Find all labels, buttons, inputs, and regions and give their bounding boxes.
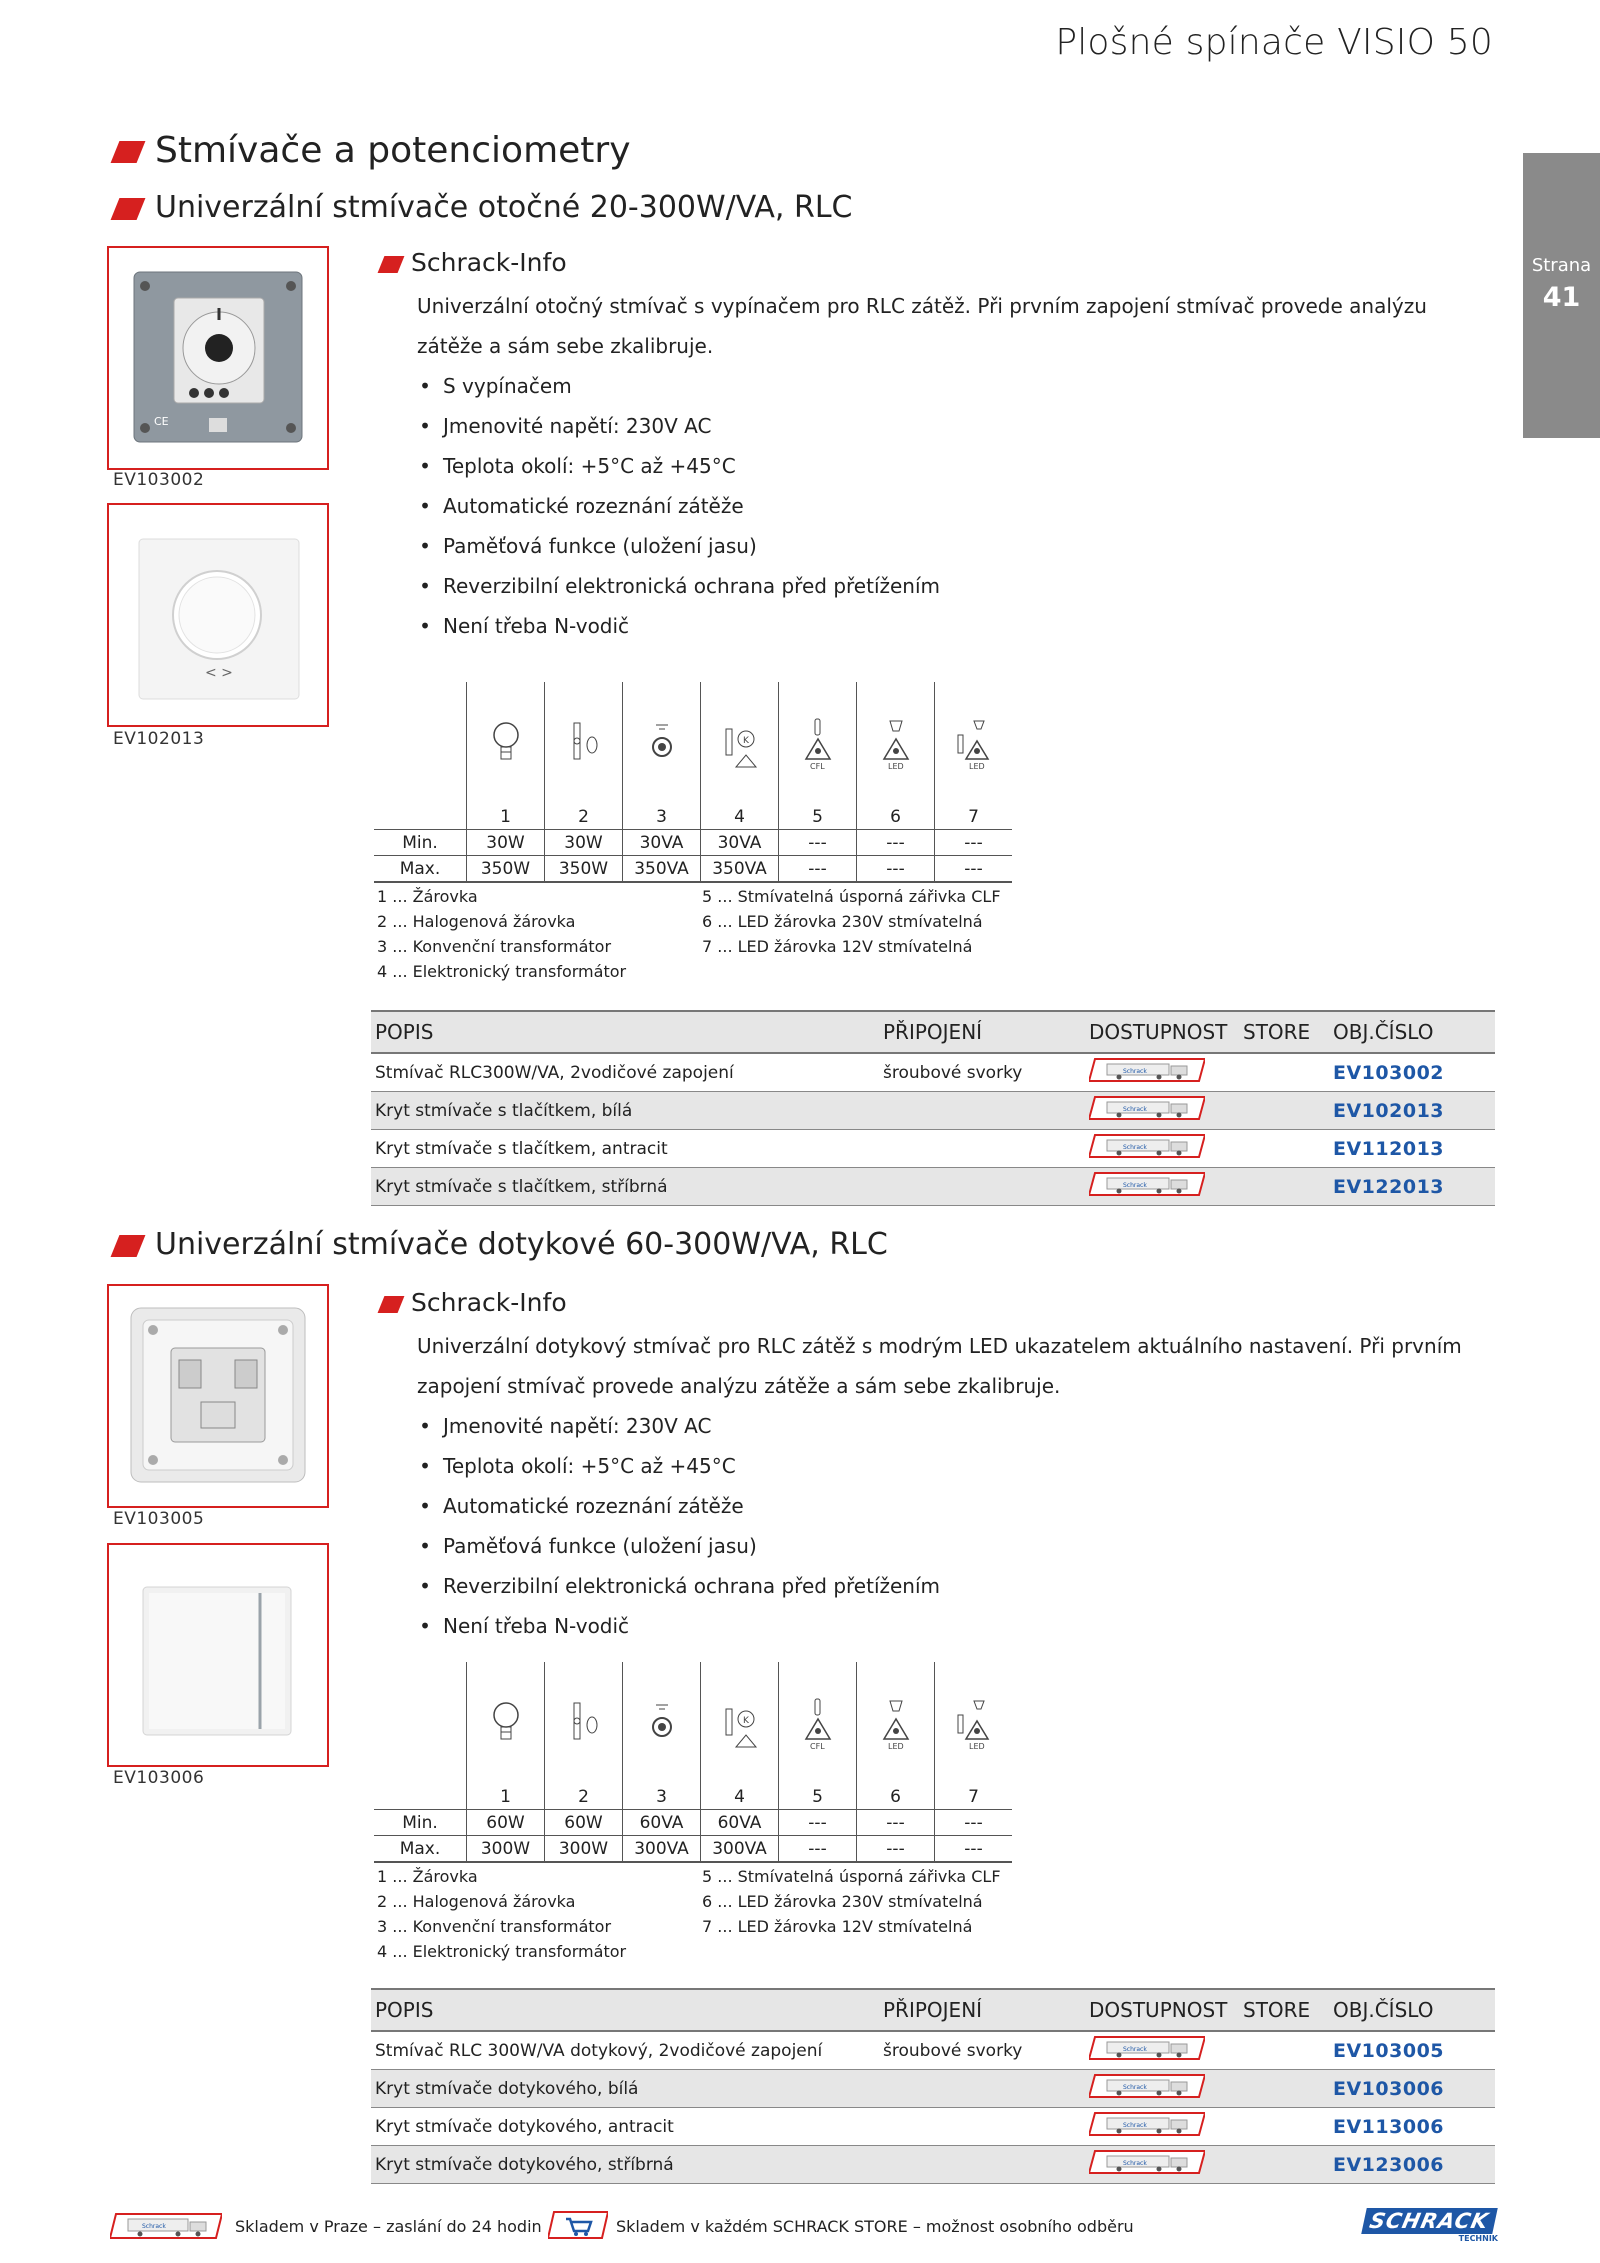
product-conn: šroubové svorky xyxy=(879,1053,1085,1092)
red-marker-icon xyxy=(378,256,405,273)
footer-truck-icon xyxy=(110,2212,222,2244)
availability-truck-icon xyxy=(1085,2146,1239,2184)
col-dostupnost: DOSTUPNOST xyxy=(1085,1011,1239,1053)
table-row xyxy=(371,2108,1495,2146)
product-conn xyxy=(879,1130,1085,1168)
svg-text:Schrack: Schrack xyxy=(1123,1068,1147,1075)
max-value: 350W xyxy=(545,856,623,883)
legend-item: 6 ... LED žárovka 230V stmívatelná xyxy=(702,1892,983,1911)
footer-store-text: Skladem v každém SCHRACK STORE – možnost osobního odběru xyxy=(616,2217,1134,2236)
feature-item: • Není třeba N-vodič xyxy=(407,1606,940,1646)
svg-text:Schrack: Schrack xyxy=(1123,1106,1147,1113)
min-value: --- xyxy=(935,830,1013,856)
red-marker-icon xyxy=(111,1235,146,1257)
col-obj: OBJ.ČÍSLO xyxy=(1329,1011,1495,1053)
led-230v-icon xyxy=(857,1662,935,1784)
product-image-frame xyxy=(107,1543,329,1767)
min-label: Min. xyxy=(374,1810,467,1836)
availability-truck-icon xyxy=(1085,1168,1239,1206)
legend-item: 4 ... Elektronický transformátor xyxy=(377,962,627,981)
max-value: --- xyxy=(779,856,857,883)
column-number: 6 xyxy=(857,804,935,830)
column-number: 4 xyxy=(701,804,779,830)
availability-truck-icon xyxy=(1085,1092,1239,1130)
feature-item: • Teplota okolí: +5°C až +45°C xyxy=(407,446,940,486)
product-description: Univerzální otočný stmívač s vypínačem pro RLC zátěž. Při prvním zapojení stmívač provede analýzu zátěže a sám sebe zkalibruje. xyxy=(417,294,1427,358)
red-marker-icon xyxy=(111,198,146,220)
product-store xyxy=(1239,2031,1329,2070)
column-number: 7 xyxy=(935,804,1013,830)
legend-item: 5 ... Stmívatelná úsporná zářivka CLF xyxy=(702,887,1001,906)
svg-text:< >: < > xyxy=(205,665,233,681)
logo-sub-text: TECHNIK xyxy=(1458,2234,1498,2243)
product-code[interactable]: EV103002 xyxy=(1329,1053,1495,1092)
product-image-code: EV103005 xyxy=(113,1509,205,1529)
legend-item: 1 ... Žárovka xyxy=(377,887,478,906)
product-desc: Kryt stmívače dotykového, stříbrná xyxy=(371,2146,879,2184)
feature-item: • Teplota okolí: +5°C až +45°C xyxy=(407,1446,940,1486)
svg-text:K: K xyxy=(742,1715,749,1726)
touch-dimmer-cover-image xyxy=(109,1545,327,1765)
max-value: --- xyxy=(779,1836,857,1863)
feature-list xyxy=(407,1406,940,1646)
legend-left xyxy=(377,1864,626,1964)
max-value: 350W xyxy=(467,856,545,883)
max-value: --- xyxy=(857,856,935,883)
product-image-code: EV103002 xyxy=(113,470,205,490)
bulb-icon xyxy=(467,1662,545,1784)
availability-truck-icon xyxy=(1085,1130,1239,1168)
rotary-dimmer-cover-image xyxy=(109,505,327,725)
info-title-text: Schrack-Info xyxy=(411,1288,567,1317)
product-store xyxy=(1239,1168,1329,1206)
svg-text:LED: LED xyxy=(968,1741,985,1751)
logo-text: SCHRACK xyxy=(1361,2208,1497,2234)
schrack-logo xyxy=(1364,2208,1504,2248)
block-title-text: Univerzální stmívače dotykové 60-300W/VA, RLC xyxy=(155,1227,888,1262)
column-number: 5 xyxy=(779,1784,857,1810)
footer-store-cart-icon xyxy=(548,2210,608,2244)
min-value: 60W xyxy=(467,1810,545,1836)
min-label: Min. xyxy=(374,830,467,856)
product-desc: Kryt stmívače s tlačítkem, bílá xyxy=(371,1092,879,1130)
product-image-code: EV102013 xyxy=(113,729,205,749)
feature-item: • Není třeba N-vodič xyxy=(407,606,940,646)
product-conn xyxy=(879,2070,1085,2108)
feature-list xyxy=(407,366,940,646)
touch-dimmer-insert-image xyxy=(109,1286,327,1506)
product-code[interactable]: EV102013 xyxy=(1329,1092,1495,1130)
max-value: 300VA xyxy=(701,1836,779,1863)
svg-text:Schrack: Schrack xyxy=(1123,1144,1147,1151)
product-code[interactable]: EV103005 xyxy=(1329,2031,1495,2070)
col-obj: OBJ.ČÍSLO xyxy=(1329,1989,1495,2031)
col-pripojeni: PŘIPOJENÍ xyxy=(879,1989,1085,2031)
svg-text:CFL: CFL xyxy=(809,761,825,771)
product-store xyxy=(1239,1092,1329,1130)
column-number: 1 xyxy=(467,1784,545,1810)
max-value: 300W xyxy=(467,1836,545,1863)
feature-item: • Jmenovité napětí: 230V AC xyxy=(407,406,940,446)
product-image-frame xyxy=(107,1284,329,1508)
svg-text:Schrack: Schrack xyxy=(142,2223,166,2230)
legend-item: 2 ... Halogenová žárovka xyxy=(377,912,576,931)
legend-item: 7 ... LED žárovka 12V stmívatelná xyxy=(702,937,973,956)
column-number: 2 xyxy=(545,804,623,830)
info-title xyxy=(381,1288,567,1317)
product-table xyxy=(371,1010,1495,1206)
product-desc: Kryt stmívače s tlačítkem, antracit xyxy=(371,1130,879,1168)
column-number: 3 xyxy=(623,804,701,830)
availability-truck-icon xyxy=(1085,2031,1239,2070)
footer-truck-text: Skladem v Praze – zaslání do 24 hodin xyxy=(235,2217,542,2236)
rotary-dimmer-insert-image xyxy=(109,248,327,468)
feature-item: • Automatické rozeznání zátěže xyxy=(407,486,940,526)
load-table xyxy=(374,682,1012,883)
min-value: 60W xyxy=(545,1810,623,1836)
min-value: 30W xyxy=(467,830,545,856)
min-value: --- xyxy=(857,1810,935,1836)
table-row xyxy=(371,1130,1495,1168)
column-number: 2 xyxy=(545,1784,623,1810)
product-code[interactable]: EV113006 xyxy=(1329,2108,1495,2146)
availability-truck-icon xyxy=(1085,1053,1239,1092)
min-value: 60VA xyxy=(623,1810,701,1836)
svg-text:Schrack: Schrack xyxy=(1123,1182,1147,1189)
col-store: STORE xyxy=(1239,1989,1329,2031)
feature-item: • Paměťová funkce (uložení jasu) xyxy=(407,1526,940,1566)
feature-item: • Reverzibilní elektronická ochrana před přetížením xyxy=(407,1566,940,1606)
table-row xyxy=(371,2146,1495,2184)
product-table xyxy=(371,1988,1495,2184)
block-title-text: Univerzální stmívače otočné 20-300W/VA, RLC xyxy=(155,190,853,225)
section-title-text: Stmívače a potenciometry xyxy=(155,130,631,171)
max-label: Max. xyxy=(374,856,467,883)
table-row xyxy=(371,1168,1495,1206)
conventional-transformer-icon xyxy=(623,682,701,804)
product-desc: Kryt stmívače dotykového, antracit xyxy=(371,2108,879,2146)
col-dostupnost: DOSTUPNOST xyxy=(1085,1989,1239,2031)
feature-item: • Reverzibilní elektronická ochrana před přetížením xyxy=(407,566,940,606)
table-row xyxy=(371,2070,1495,2108)
product-code[interactable]: EV123006 xyxy=(1329,2146,1495,2184)
legend-right xyxy=(702,1864,1001,1939)
page-number: 41 xyxy=(1542,282,1581,313)
svg-text:K: K xyxy=(742,735,749,746)
max-value: 300W xyxy=(545,1836,623,1863)
legend-item: 4 ... Elektronický transformátor xyxy=(377,1942,627,1961)
product-conn xyxy=(879,2108,1085,2146)
availability-truck-icon xyxy=(1085,2108,1239,2146)
column-number: 4 xyxy=(701,1784,779,1810)
min-value: 30VA xyxy=(701,830,779,856)
led-12v-icon xyxy=(935,1662,1013,1784)
availability-truck-icon xyxy=(1085,2070,1239,2108)
max-value: --- xyxy=(935,1836,1013,1863)
legend-item: 2 ... Halogenová žárovka xyxy=(377,1892,576,1911)
product-image-code: EV103006 xyxy=(113,1768,205,1788)
page-header-title: Plošné spínače VISIO 50 xyxy=(1055,22,1493,63)
section-title xyxy=(115,130,631,171)
legend-right xyxy=(702,884,1001,959)
cfl-icon xyxy=(779,682,857,804)
product-conn xyxy=(879,2146,1085,2184)
product-code[interactable]: EV122013 xyxy=(1329,1168,1495,1206)
max-label: Max. xyxy=(374,1836,467,1863)
min-value: 30VA xyxy=(623,830,701,856)
feature-item: • Paměťová funkce (uložení jasu) xyxy=(407,526,940,566)
column-number: 5 xyxy=(779,804,857,830)
halogen-icon xyxy=(545,1662,623,1784)
product-conn xyxy=(879,1092,1085,1130)
led-230v-icon xyxy=(857,682,935,804)
table-row xyxy=(371,1092,1495,1130)
product-store xyxy=(1239,1053,1329,1092)
legend-item: 3 ... Konvenční transformátor xyxy=(377,1917,612,1936)
legend-item: 1 ... Žárovka xyxy=(377,1867,478,1886)
info-title-text: Schrack-Info xyxy=(411,248,567,277)
max-value: 350VA xyxy=(701,856,779,883)
column-number: 6 xyxy=(857,1784,935,1810)
red-marker-icon xyxy=(378,1296,405,1313)
svg-text:LED: LED xyxy=(887,1741,904,1751)
svg-text:Schrack: Schrack xyxy=(1123,2046,1147,2053)
column-number: 3 xyxy=(623,1784,701,1810)
product-desc: Stmívač RLC300W/VA, 2vodičové zapojení xyxy=(371,1053,879,1092)
legend-item: 5 ... Stmívatelná úsporná zářivka CLF xyxy=(702,1867,1001,1886)
product-store xyxy=(1239,1130,1329,1168)
svg-text:LED: LED xyxy=(968,761,985,771)
feature-item: • Jmenovité napětí: 230V AC xyxy=(407,1406,940,1446)
product-store xyxy=(1239,2146,1329,2184)
product-image-frame xyxy=(107,503,329,727)
feature-item: • Automatické rozeznání zátěže xyxy=(407,1486,940,1526)
table-row xyxy=(371,1053,1495,1092)
electronic-transformer-icon xyxy=(701,682,779,804)
info-title xyxy=(381,248,567,277)
product-conn xyxy=(879,1168,1085,1206)
min-value: 60VA xyxy=(701,1810,779,1836)
electronic-transformer-icon xyxy=(701,1662,779,1784)
col-popis: POPIS xyxy=(371,1011,879,1053)
svg-text:CE: CE xyxy=(154,415,169,428)
min-value: --- xyxy=(857,830,935,856)
svg-text:Schrack: Schrack xyxy=(1123,2084,1147,2091)
max-value: --- xyxy=(857,1836,935,1863)
product-description: Univerzální dotykový stmívač pro RLC zátěž s modrým LED ukazatelem aktuálního nastavení. Při prvním zapojení stmívač provede analýzu zátěže a sám sebe zkalibruje. xyxy=(417,1334,1462,1398)
min-value: --- xyxy=(935,1810,1013,1836)
svg-text:Schrack: Schrack xyxy=(1123,2122,1147,2129)
product-image-frame xyxy=(107,246,329,470)
conventional-transformer-icon xyxy=(623,1662,701,1784)
min-value: 30W xyxy=(545,830,623,856)
bulb-icon xyxy=(467,682,545,804)
led-12v-icon xyxy=(935,682,1013,804)
legend-item: 6 ... LED žárovka 230V stmívatelná xyxy=(702,912,983,931)
svg-text:Schrack: Schrack xyxy=(1123,2160,1147,2167)
product-code[interactable]: EV103006 xyxy=(1329,2070,1495,2108)
max-value: 300VA xyxy=(623,1836,701,1863)
product-store xyxy=(1239,2108,1329,2146)
legend-item: 3 ... Konvenční transformátor xyxy=(377,937,612,956)
min-value: --- xyxy=(779,1810,857,1836)
load-table xyxy=(374,1662,1012,1863)
min-value: --- xyxy=(779,830,857,856)
product-conn: šroubové svorky xyxy=(879,2031,1085,2070)
table-row xyxy=(371,2031,1495,2070)
svg-text:LED: LED xyxy=(887,761,904,771)
product-desc: Stmívač RLC 300W/VA dotykový, 2vodičové zapojení xyxy=(371,2031,879,2070)
col-pripojeni: PŘIPOJENÍ xyxy=(879,1011,1085,1053)
svg-text:CFL: CFL xyxy=(809,1741,825,1751)
page-number-tab xyxy=(1523,153,1600,438)
product-desc: Kryt stmívače dotykového, bílá xyxy=(371,2070,879,2108)
legend-item: 7 ... LED žárovka 12V stmívatelná xyxy=(702,1917,973,1936)
feature-item: • S vypínačem xyxy=(407,366,940,406)
cfl-icon xyxy=(779,1662,857,1784)
column-number: 7 xyxy=(935,1784,1013,1810)
block-title xyxy=(115,190,853,225)
col-popis: POPIS xyxy=(371,1989,879,2031)
max-value: --- xyxy=(935,856,1013,883)
legend-left xyxy=(377,884,626,984)
product-desc: Kryt stmívače s tlačítkem, stříbrná xyxy=(371,1168,879,1206)
product-store xyxy=(1239,2070,1329,2108)
block-title xyxy=(115,1227,888,1262)
page-tab-label: Strana xyxy=(1531,255,1592,276)
max-value: 350VA xyxy=(623,856,701,883)
halogen-icon xyxy=(545,682,623,804)
red-marker-icon xyxy=(111,141,146,163)
product-code[interactable]: EV112013 xyxy=(1329,1130,1495,1168)
col-store: STORE xyxy=(1239,1011,1329,1053)
column-number: 1 xyxy=(467,804,545,830)
